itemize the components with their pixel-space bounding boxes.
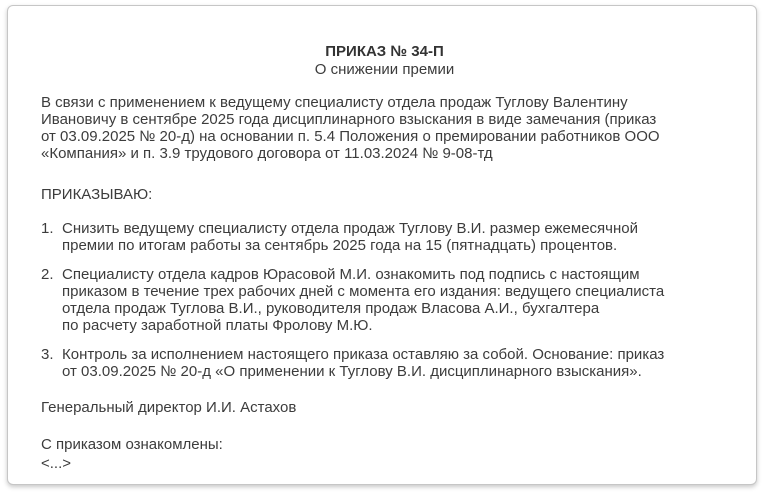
acknowledgement-placeholder: <...>: [41, 455, 72, 472]
order-item-number: 2.: [41, 266, 54, 283]
resolution-heading: ПРИКАЗЫВАЮ:: [41, 186, 153, 203]
order-item-number: 1.: [41, 220, 54, 237]
order-item-text: Снизить ведущему специалисту отдела продаж Туглову В.И. размер ежемесячной премии по итогам работы за сентябрь 2025 года на 15 (пятнадцать) процентов.: [62, 220, 638, 254]
order-item-text: Специалисту отдела кадров Юрасовой М.И. ознакомить под подпись с настоящим приказом в течение трех рабочих дней с момента его издания: ведущего специалиста отдела продаж Туглова В.И., руководителя продаж Власова А.И., бухгалтера по расчету заработной платы Фролову М.Ю.: [62, 266, 665, 334]
document-title: ПРИКАЗ № 34-П: [325, 43, 444, 60]
order-item-text: Контроль за исполнением настоящего приказа оставляю за собой. Основание: приказ от 03.09.2025 № 20-д «О применении к Туглову В.И. дисциплинарного взыскания».: [62, 346, 665, 380]
order-document-card: [7, 5, 757, 485]
order-item-3: [41, 346, 728, 380]
acknowledgement-label: С приказом ознакомлены:: [41, 436, 223, 453]
order-item-number: 3.: [41, 346, 54, 363]
order-items-list: [41, 220, 728, 380]
order-item-1: [41, 220, 728, 254]
document-subtitle: О снижении премии: [314, 61, 455, 78]
signature-line: Генеральный директор И.И. Астахов: [41, 399, 297, 416]
acknowledgement-block: [41, 435, 728, 473]
order-item-2: [41, 266, 728, 334]
intro-paragraph: В связи с применением к ведущему специалисту отдела продаж Туглову Валентину Ивановичу в сентябре 2025 года дисциплинарного взыскания в виде замечания (приказ от 03.09.2025 № 20-д) на основании п. 5.4 Положения о премировании работников ООО «Компания» и п. 3.9 трудового договора от 11.03.2024 № 9-08-тд: [41, 94, 660, 162]
